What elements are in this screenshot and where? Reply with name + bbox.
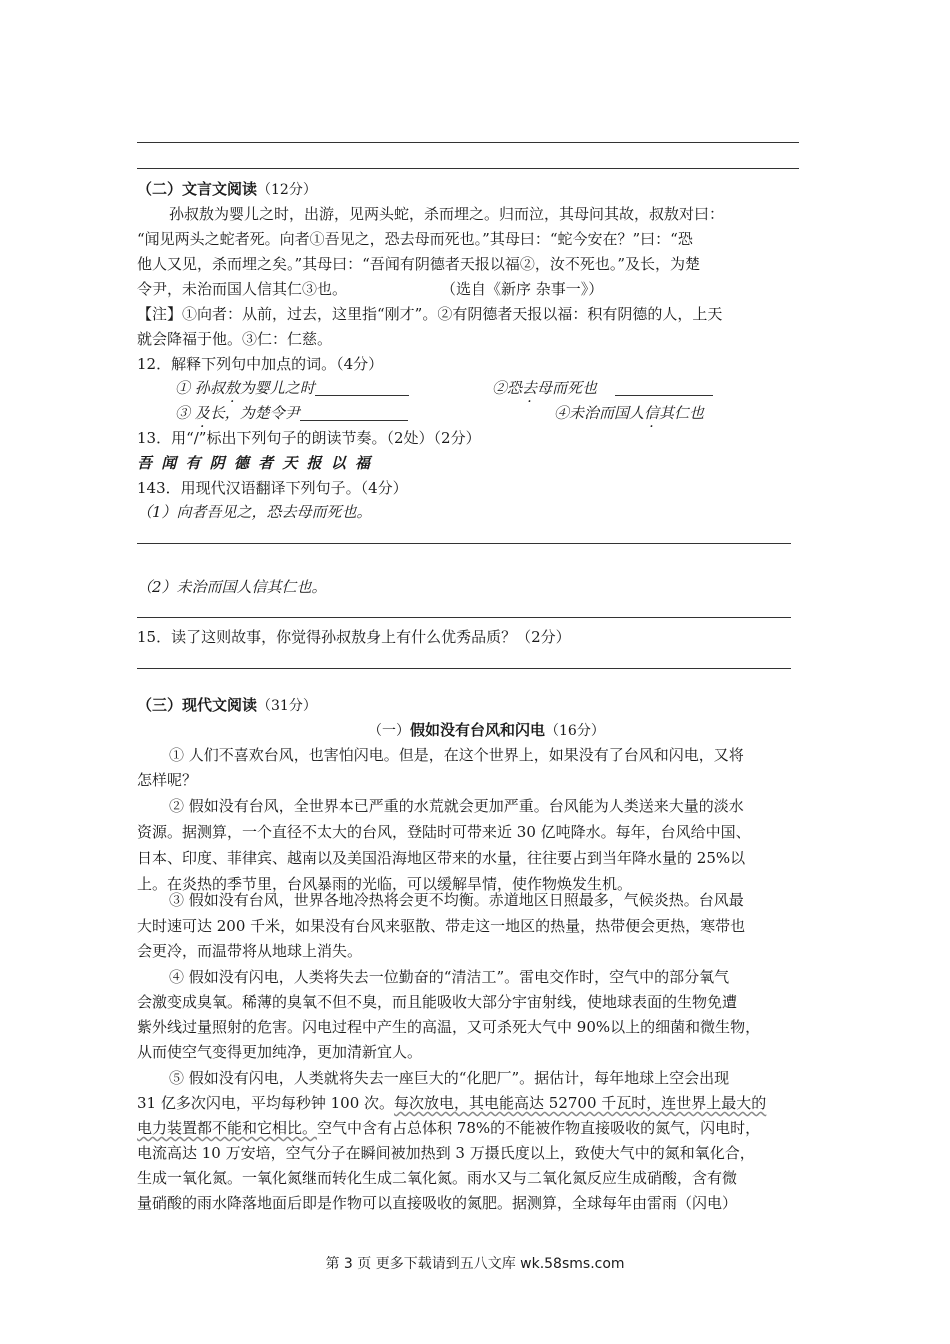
article-line: ⑤ 假如没有闪电，人类就将失去一座巨大的“化肥厂”。据估计，每年地球上空会出现 [169, 1069, 730, 1087]
dotted-char: 敖 [224, 379, 240, 397]
article-line: 从而使空气变得更加纯净，更加清新宜人。 [137, 1043, 423, 1061]
article-line: 资源。据测算，一个直径不太大的台风，登陆时可带来近 30 亿吨降水。每年，台风给中国、 [137, 823, 751, 841]
answer-line[interactable] [137, 543, 791, 544]
underlined-text: 每次放电，其电能高达 52700 千瓦时，连世界上最大的 [394, 1094, 767, 1112]
section-title: （三）现代文阅读 [137, 696, 258, 714]
article-line: 会更冷，而温带将从地球上消失。 [137, 942, 363, 960]
page-footer: 第 3 页 更多下载请到五八文库 wk.58sms.com [325, 1256, 625, 1272]
passage-line: “闻见两头之蛇者死。向者①吾见之，恐去母而死也。”其母曰：“蛇今安在？”曰：“恐 [137, 230, 693, 248]
q14-item-1: （1）向者吾见之，恐去母而死也。 [137, 503, 372, 521]
q12-text: 长，为楚令尹 [209, 404, 300, 422]
section-title: （二）文言文阅读 [137, 180, 258, 198]
underlined-text: 电力装置都不能和它相比。 [137, 1119, 318, 1137]
q12-item-b [492, 376, 713, 400]
dotted-char: 信 [644, 404, 660, 422]
article-heading [368, 718, 605, 743]
section-2-heading [137, 177, 317, 202]
note-line: 【注】①向者：从前，过去，这里指“刚才”。②有阴德者天报以福：积有阴德的人，上天 [137, 305, 723, 323]
article-line: 电流高达 10 万安培，空气分子在瞬间被加热到 3 万摄氏度以上，致使大气中的氮和氧化合， [137, 1144, 755, 1162]
question-14: 143．用现代汉语翻译下列句子。（4分） [137, 479, 408, 497]
article-line: 量硝酸的雨水降落地面后即是作物可以直接吸收的氮肥。据测算，全球每年由雷雨（闪电） [137, 1194, 738, 1212]
passage-line: 他人又见，杀而埋之矣。”其母曰：“吾闻有阴德者天报以福②，汝不死也。”及长，为楚 [137, 255, 701, 273]
q12-item-c [175, 401, 408, 425]
q12-item-a [175, 376, 409, 400]
article-line: ③ 假如没有台风，世界各地冷热将会更不均衡。赤道地区日照最多，气候炎热。台风最 [169, 891, 744, 909]
dotted-char: 及 [194, 404, 210, 422]
q12-text: ④未治而国人 [554, 404, 645, 422]
passage-line [137, 277, 603, 301]
article-line: 上。在炎热的季节里，台风暴雨的光临，可以缓解旱情，使作物焕发生机。 [137, 875, 633, 893]
article-line: 紫外线过量照射的危害。闪电过程中产生的高温，又可杀死大气中 90%以上的细菌和微生物， [137, 1018, 761, 1036]
q13-sentence: 吾 闻 有 阴 德 者 天 报 以 福 [137, 454, 373, 472]
article-line: 生成一氧化氮。一氧化氮继而转化生成二氧化氮。雨水又与二氧化氮反应生成硝酸，含有微 [137, 1169, 738, 1187]
article-title: 假如没有台风和闪电 [410, 721, 546, 739]
answer-blank[interactable] [315, 379, 409, 396]
question-12: 12．解释下列句中加点的词。（4分） [137, 355, 384, 373]
article-line: 会激变成臭氧。稀薄的臭氧不但不臭，而且能吸收大部分宇宙射线，使地球表面的生物免遭 [137, 993, 738, 1011]
q12-text: ① 孙叔 [175, 379, 225, 397]
article-line: ② 假如没有台风，全世界本已严重的水荒就会更加严重。台风能为人类送来大量的淡水 [169, 797, 744, 815]
answer-line [137, 142, 799, 143]
section-score: （31分） [257, 698, 317, 714]
article-line: ① 人们不喜欢台风，也害怕闪电。但是，在这个世界上，如果没有了台风和闪电，又将 [169, 746, 744, 764]
note-line: 就会降福于他。③仁：仁慈。 [137, 330, 333, 348]
article-line: 怎样呢？ [137, 771, 198, 789]
article-line: 大时速可达 200 千米，如果没有台风来驱散、带走这一地区的热量，热带便会更热，寒带也 [137, 917, 746, 935]
passage-line [137, 202, 724, 226]
q12-text: ③ [175, 404, 195, 422]
answer-blank[interactable] [300, 404, 408, 421]
article-text: 空气中含有占总体积 78%的不能被作物直接吸收的氮气，闪电时， [317, 1119, 761, 1137]
q12-text: ②恐 [492, 379, 523, 397]
q12-text: 为婴儿之时 [239, 379, 315, 397]
dotted-char: 去 [522, 379, 538, 397]
question-15: 15．读了这则故事，你觉得孙叔敖身上有什么优秀品质？（2分） [137, 628, 571, 646]
section-score: （12分） [257, 182, 317, 198]
article-number: （一） [368, 723, 410, 739]
article-score: （16分） [545, 723, 605, 739]
answer-blank[interactable] [615, 379, 713, 396]
question-13: 13．用“/”标出下列句子的朗读节奏。（2处）（2分） [137, 429, 481, 447]
q12-item-d [554, 401, 704, 425]
passage-text: 孙叔敖为婴儿之时，出游，见两头蛇，杀而埋之。归而泣，其母问其故，叔敖对曰： [169, 205, 725, 223]
article-line [137, 1091, 766, 1115]
q12-text: 其仁也 [659, 404, 705, 422]
q14-item-2: （2）未治而国人信其仁也。 [137, 578, 327, 596]
passage-text: 令尹，未治而国人信其仁③也。 [137, 280, 348, 298]
article-line: 日本、印度、菲律宾、越南以及美国沿海地区带来的水量，往往要占到当年降水量的 25%以 [137, 849, 746, 867]
passage-source: （选自《新序 杂事一》） [441, 280, 604, 298]
answer-line [137, 168, 799, 169]
article-line: ④ 假如没有闪电，人类将失去一位勤奋的“清洁工”。雷电交作时，空气中的部分氧气 [169, 968, 730, 986]
answer-line[interactable] [137, 617, 791, 618]
answer-line[interactable] [137, 668, 791, 669]
article-line [137, 1116, 760, 1140]
article-text: 31 亿多次闪电，平均每秒钟 100 次。 [137, 1094, 395, 1112]
q12-text: 母而死也 [537, 379, 598, 397]
section-3-heading [137, 693, 317, 718]
